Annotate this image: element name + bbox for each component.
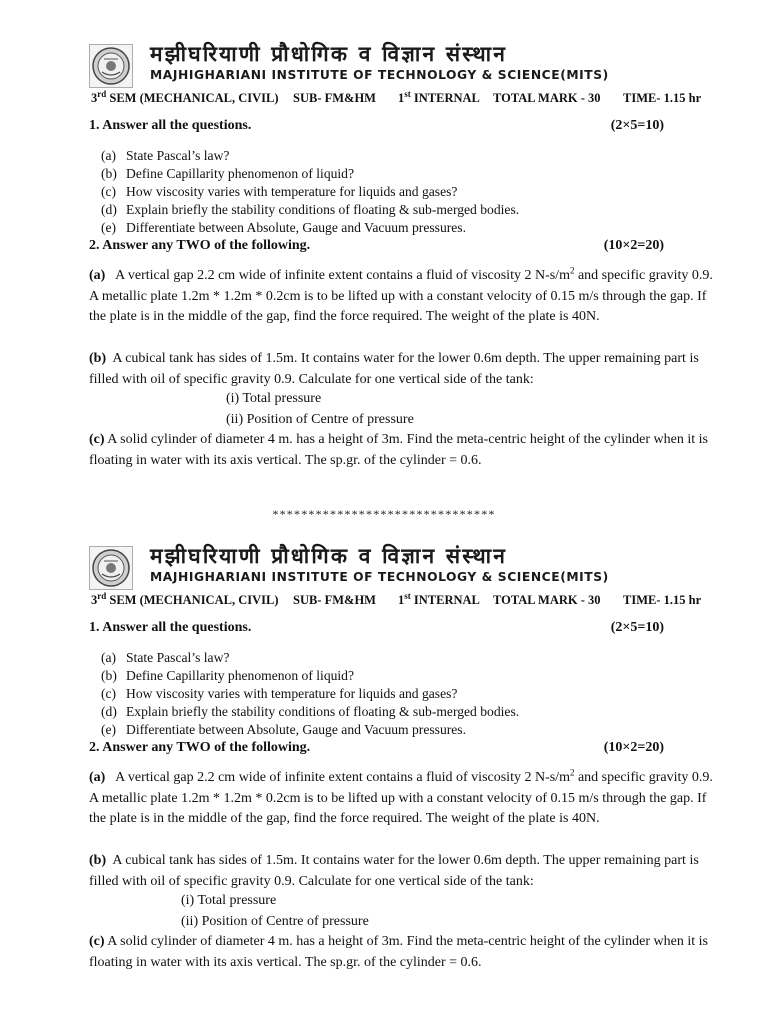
institute-name-english: MAJHIGHARIANI INSTITUTE OF TECHNOLOGY & SCIENCE(MITS) [150,68,609,82]
institute-name-hindi: मझीघरियाणी प्रौधोगिक व विज्ञान संस्थान [150,544,508,568]
list-item: (c) How viscosity varies with temperature for liquids and gases? [101,686,458,701]
institute-name-english: MAJHIGHARIANI INSTITUTE OF TECHNOLOGY & SCIENCE(MITS) [150,570,609,584]
list-item: (a) State Pascal’s law? [101,650,230,665]
question-2b: (b) A cubical tank has sides of 1.5m. It contains water for the lower 0.6m depth. The upper remaining part is filled with oil of specific gravity 0.9. Calculate for one vertical side of the tank: [89,351,699,387]
list-item: (d) Explain briefly the stability conditions of floating & sub-merged bodies. [101,202,520,217]
question-2-marks: (10×2=20) [603,238,664,253]
question-1-marks: (2×5=10) [610,620,664,635]
list-item: (c) How viscosity varies with temperature for liquids and gases? [101,184,458,199]
question-1-heading: 1. Answer all the questions. (2×5=10) [89,118,664,133]
total-mark-info: TOTAL MARK - 30 [493,91,601,105]
semester-info: 3rd SEM (MECHANICAL, CIVIL) [91,590,279,607]
question-2a: (a) A vertical gap 2.2 cm wide of infinite extent contains a fluid of viscosity 2 $N-s/m^2$ and specific gravity 0.9. A metallic plate 1.2m * 1.2m * 0.2cm is to be lifted up with a constant velocity of 0.15 m/s through the gap. If the plate is in the middle of the gap, find the force required. The weight of the plate is 40N. [89,767,713,826]
list-item: (d) Explain briefly the stability conditions of floating & sub-merged bodies. [101,704,520,719]
question-2c: (c) A solid cylinder of diameter 4 m. has a height of 3m. Find the meta-centric height of the cylinder when it is floating in water with its axis vertical. The sp.gr. of the cylinder = 0.6. [89,432,708,468]
institute-logo-icon [89,44,133,88]
list-item: (a) State Pascal’s law? [101,148,230,163]
question-2b-sub-1: (i) Total pressure [226,391,322,406]
list-item: (e) Differentiate between Absolute, Gauge and Vacuum pressures. [101,220,466,235]
total-mark-info: TOTAL MARK - 30 [493,593,601,607]
question-2-heading: 2. Answer any TWO of the following. (10×2=20) [89,238,664,253]
question-paper-copy-1 [0,42,768,468]
list-item: (e) Differentiate between Absolute, Gauge and Vacuum pressures. [101,722,466,737]
internal-info: 1st INTERNAL [398,88,480,105]
question-2-marks: (10×2=20) [603,740,664,755]
question-1-heading: 1. Answer all the questions. (2×5=10) [89,620,664,635]
institute-header [0,544,768,590]
semester-info: 3rd SEM (MECHANICAL, CIVIL) [91,88,279,105]
question-1-list [101,649,681,739]
list-item: (b) Define Capillarity phenomenon of liquid? [101,668,355,683]
question-2b-sub-2: (ii) Position of Centre of pressure [181,914,369,929]
question-2b: (b) A cubical tank has sides of 1.5m. It contains water for the lower 0.6m depth. The upper remaining part is filled with oil of specific gravity 0.9. Calculate for one vertical side of the tank: [89,853,699,889]
question-2-heading: 2. Answer any TWO of the following. (10×2=20) [89,740,664,755]
subject-info: SUB- FM&HM [293,91,376,105]
question-paper-copy-2 [0,544,768,970]
time-info: TIME- 1.15 hr [623,593,702,607]
question-2a: (a) A vertical gap 2.2 cm wide of infinite extent contains a fluid of viscosity 2 $N-s/m^2$ and specific gravity 0.9. A metallic plate 1.2m * 1.2m * 0.2cm is to be lifted up with a constant velocity of 0.15 m/s through the gap. If the plate is in the middle of the gap, find the force required. The weight of the plate is 40N. [89,265,713,324]
time-info: TIME- 1.15 hr [623,91,702,105]
subject-info: SUB- FM&HM [293,593,376,607]
question-1-list [101,147,681,237]
institute-header [0,42,768,88]
separator-stars: ******************************* [272,507,496,521]
question-1-marks: (2×5=10) [610,118,664,133]
question-2b-sub-2: (ii) Position of Centre of pressure [226,412,414,427]
question-2c: (c) A solid cylinder of diameter 4 m. has a height of 3m. Find the meta-centric height of the cylinder when it is floating in water with its axis vertical. The sp.gr. of the cylinder = 0.6. [89,934,708,970]
institute-name-hindi: मझीघरियाणी प्रौधोगिक व विज्ञान संस्थान [150,42,508,66]
institute-logo-icon [89,546,133,590]
question-2b-sub-1: (i) Total pressure [181,893,277,908]
list-item: (b) Define Capillarity phenomenon of liquid? [101,166,355,181]
internal-info: 1st INTERNAL [398,590,480,607]
